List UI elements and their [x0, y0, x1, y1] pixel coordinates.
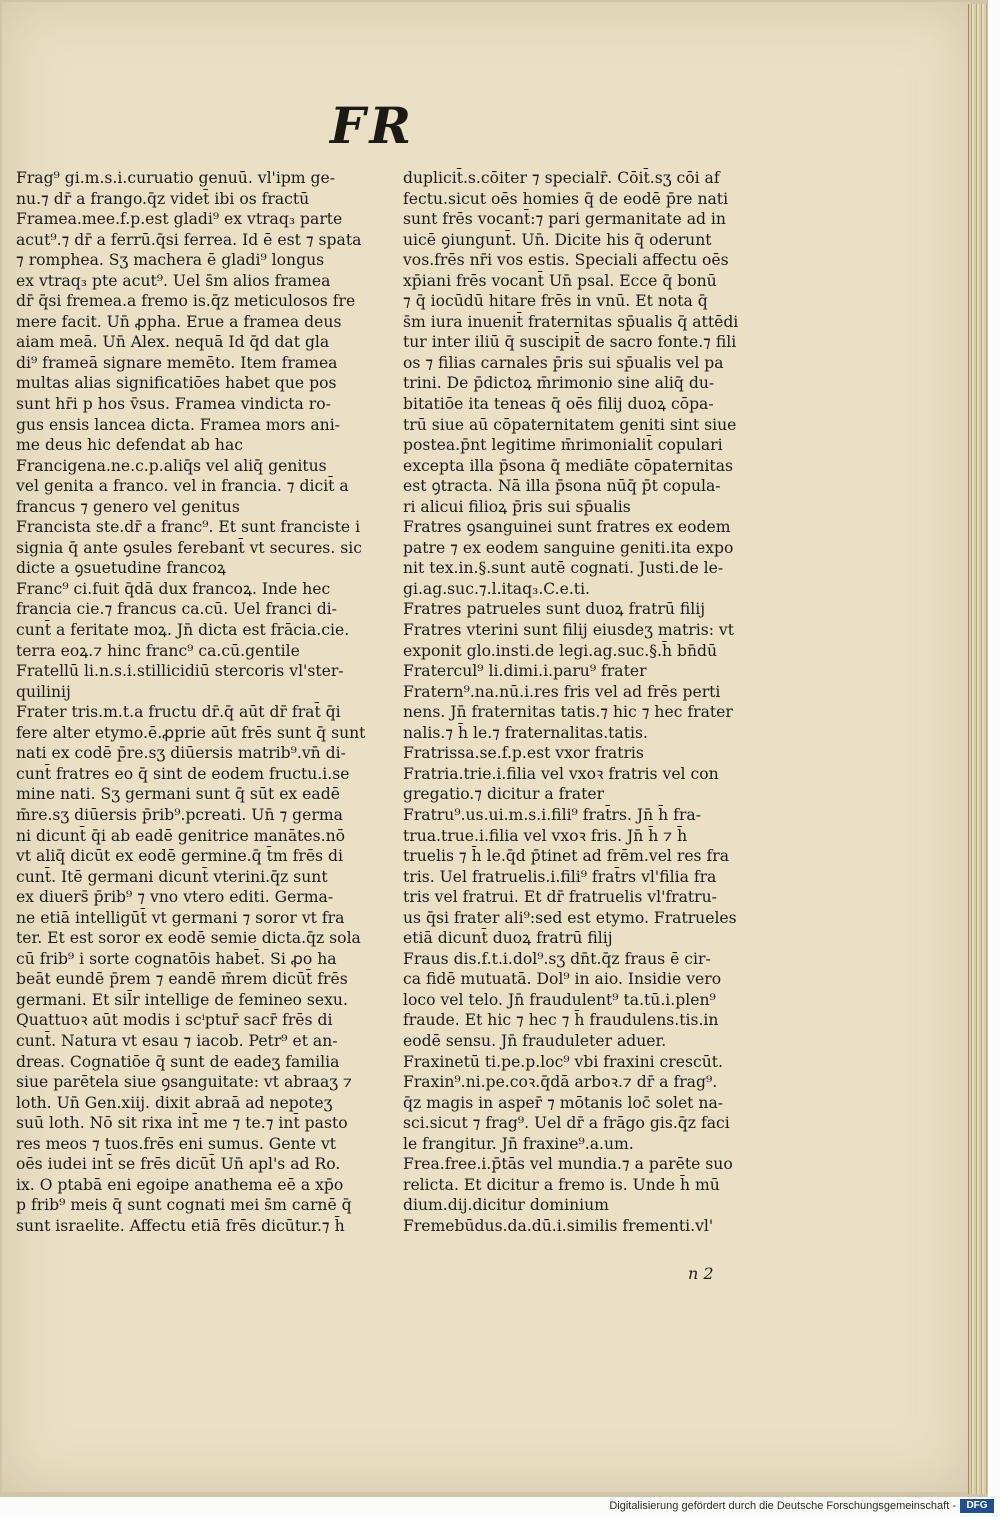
text-line: Fratru⁹.us.ui.m.s.i.fili⁹ frat̄rs. Jn̄ h̄ fra-	[403, 805, 701, 824]
text-line: tur inter iliū q̄ suscipit̄ de sacro fonte.⁊ fili	[403, 333, 737, 352]
text-line: cunt̄. Natura vt esau ⁊ iacob. Petr⁹ et an-	[16, 1031, 338, 1050]
text-line: sunt hr̄i p hos v̄sus. Framea vindicta ro-	[16, 395, 331, 414]
text-line: siue parētela siue ꝯsanguitate: vt abraaʒ ⁊	[16, 1073, 352, 1092]
text-line: truelis ⁊ h̄ le.q̄d p̄tinet ad frēm.vel res fra	[403, 847, 730, 866]
text-line: fectu.sicut oēs homies q̄ de eodē p̄re nati	[403, 189, 729, 208]
text-line: ex diuers̄ p̄rib⁹ ⁊ vno vtero editi. Germa-	[16, 888, 334, 907]
text-line: di⁹ frameā signare memēto. Item framea	[16, 353, 338, 372]
text-line: ter. Et est soror ex eodē semie dicta.q̄z sola	[16, 929, 361, 948]
text-line: nu.⁊ dr̄ a frango.q̄z videt̄ ibi os fractū	[16, 189, 310, 208]
text-line: sunt frēs vocant̄:⁊ pari germanitate ad in	[403, 210, 726, 229]
text-line: Fremebūdus.da.dū.i.similis frementi.vl'	[403, 1216, 714, 1235]
text-line: postea.p̄nt legitime m̄rimonialit̄ copulari	[403, 436, 723, 455]
text-line: trū siue aū cōpaternitatem geniti sint siue	[403, 415, 737, 434]
text-line: francus ⁊ genero vel genitus	[16, 497, 240, 516]
text-line: etiā dicunt̄ duoꝝ fratrū filij	[403, 929, 613, 948]
text-line: Framea.mee.f.p.est gladi⁹ ex vtraq₃ parte	[16, 210, 343, 229]
text-line: Quattuoꝛ aūt modis i scⁱptur̄ sacr̄ frēs di	[16, 1011, 333, 1030]
text-line: trini. De p̄dictoꝝ m̄rimonio sine aliq̄ du-	[403, 374, 715, 393]
text-line: cunt̄ fratres eo q̄ sint de eodem fructu.i.se	[16, 764, 350, 783]
text-line: cū frib⁹ i sorte cognatōis habet̄. Si ꝓo ha	[16, 949, 337, 968]
text-line: exponit glo.insti.de legi.ag.suc.§.h̄ bn̄dū	[403, 641, 718, 660]
text-line: Fratellū li.n.s.i.stillicidiū stercoris vl'ster-	[16, 662, 344, 681]
signature-mark: n 2	[688, 1264, 714, 1283]
text-line: mere facit. Un̄ ꝓpha. Erue a framea deus	[16, 312, 342, 331]
text-line: terra eoꝝ.⁊ hinc franc⁹ ca.cū.gentile	[16, 641, 300, 660]
text-line: Fraus dis.f.t.i.dol⁹.sʒ dn̄t.q̄z fraus ē cir-	[403, 949, 711, 968]
text-line: fere alter etymo.ē.ꝓprie aūt frēs sunt q̄ sunt	[16, 723, 366, 742]
text-line: Franc⁹ ci.fuit q̄dā dux francoꝝ. Inde hec	[16, 579, 331, 598]
text-line: gi.ag.suc.⁊.l.itaq₃.C.e.ti.	[403, 579, 591, 598]
text-line: aiam meā. Un̄ Alex. nequā Id q̄d dat gla	[16, 333, 330, 352]
text-line: cunt̄ a feritate moꝝ. Jn̄ dicta est frācia.cie.	[16, 621, 350, 640]
text-line: ri alicui filioꝝ p̄ris sui sp̄ualis	[403, 497, 631, 516]
text-line: Francista ste.dr̄ a franc⁹. Et sunt franciste i	[16, 518, 361, 537]
text-line: gus ensis lancea dicta. Framea mors ani-	[16, 415, 340, 434]
text-line: oēs iudei int̄ se frēs dicūt̄ Un̄ apl's ad Ro.	[16, 1155, 341, 1174]
text-line: francia cie.⁊ francus ca.cū. Uel franci di-	[16, 600, 337, 619]
text-line: loth. Un̄ Gen.xiij. dixit abraā ad nepoteʒ	[16, 1093, 333, 1112]
text-line: Francigena.ne.c.p.aliq̄s vel aliq̄ genitus	[16, 456, 327, 475]
text-line: sci.sicut ⁊ frag⁹. Uel dr̄ a frāgo gis.q̄z faci	[403, 1114, 730, 1133]
text-line: tris. Uel fratruelis.i.fili⁹ frat̄rs vl'filia fra	[403, 867, 717, 886]
text-line: excepta illa p̄sona q̄ mediāte cōpaternitas	[403, 456, 733, 475]
text-line: dium.dij.dicitur dominium	[403, 1196, 609, 1215]
text-line: Frea.free.i.p̄tās vel mundia.⁊ a parēte suo	[403, 1155, 733, 1174]
text-line: acut⁹.⁊ dr̄ a ferrū.q̄si ferrea. Id ē est ⁊ spata	[16, 230, 362, 249]
text-line: Frag⁹ gi.m.s.i.curuatio genuū. vl'ipm ge-	[16, 169, 336, 187]
text-line: Fraxinetū ti.pe.p.loc⁹ vbi fraxini crescūt.	[403, 1052, 723, 1071]
text-line: ne etiā intelligūt̄ vt germani ⁊ soror vt fra	[16, 908, 345, 927]
text-line: Frater tris.m.t.a fructu dr̄.q̄ aūt dr̄ frat̄ q̄i	[16, 703, 341, 722]
text-line: ⁊ q̄ iocūdū hitare frēs in vnū. Et nota q̄	[403, 292, 708, 311]
text-line: vt aliq̄ dicūt ex eodē germine.q̄ t̄m frēs di	[16, 847, 343, 866]
text-line: nalis.⁊ h̄ le.⁊ fraternalitas.tatis.	[403, 723, 648, 742]
digitization-credit: Digitalisierung gefördert durch die Deutsche Forschungsgemeinschaft -	[609, 1500, 956, 1512]
text-line: Fratern⁹.na.nū.i.res fris vel ad frēs perti	[403, 682, 721, 701]
text-line: Fratrissa.se.f.p.est vxor fratris	[403, 744, 644, 763]
text-line: Fraxin⁹.ni.pe.coꝛ.q̄dā arboꝛ.⁊ dr̄ a frag⁹.	[403, 1073, 718, 1092]
text-line: duplicit̄.s.cōiter ⁊ specialr̄. Cōit̄.sʒ cōi af	[403, 169, 720, 187]
text-line: Fratercul⁹ li.dimi.i.paru⁹ frater	[403, 662, 647, 681]
text-line: eodē sensu. Jn̄ frauduleter aduer.	[403, 1031, 667, 1050]
right-text-column	[403, 168, 768, 1236]
text-line: ex vtraq₃ pte acut⁹. Uel s̄m alios framea	[16, 271, 331, 290]
text-line: nens. Jn̄ fraternitas tatis.⁊ hic ⁊ hec frater	[403, 703, 733, 722]
text-line: m̄re.sʒ diūersis p̄rib⁹.pcreati. Un̄ ⁊ germa	[16, 805, 343, 824]
text-line: vos.frēs nr̄i vos estis. Speciali affectu oēs	[403, 251, 729, 270]
text-line: Fratres patrueles sunt duoꝝ fratrū filij	[403, 600, 706, 619]
text-line: ni dicunt̄ q̄i ab eadē genitrice manātes.nō	[16, 826, 346, 845]
text-line: fraude. Et hic ⁊ hec ⁊ h̄ fraudulens.tis.in	[403, 1011, 719, 1030]
text-line: dreas. Cognatiōe q̄ sunt de eadeʒ familia	[16, 1052, 340, 1071]
text-line: Fratres vterini sunt filij eiusdeʒ matris: vt	[403, 621, 735, 640]
text-line: vel genita a franco. vel in francia. ⁊ dicit̄ a	[16, 477, 349, 496]
text-line: germani. Et sil̄r intellige de femineo sexu.	[16, 990, 348, 1009]
text-line: ix. O ptabā eni egoipe anathema eē a xp̄o	[16, 1175, 344, 1194]
dfg-logo: DFG	[960, 1499, 994, 1513]
text-line: res meos ⁊ tuos.frēs eni sumus. Gente vt	[16, 1134, 337, 1153]
text-line: patre ⁊ ex eodem sanguine geniti.ita expo	[403, 538, 734, 557]
text-line: loco vel telo. Jn̄ fraudulent⁹ ta.tū.i.plen⁹	[403, 990, 716, 1009]
text-line: ⁊ romphea. Sʒ machera ē gladi⁹ longus	[16, 251, 325, 270]
text-line: est ꝯtracta. Nā illa p̄sona nūq̄ p̄t copula-	[403, 477, 721, 496]
text-line: quilinij	[16, 682, 71, 701]
text-line: p frib⁹ meis q̄ sunt cognati mei s̄m carnē q̄	[16, 1196, 352, 1215]
left-text-column	[16, 168, 388, 1236]
text-line: dicte a ꝯsuetudine francoꝝ	[16, 559, 227, 578]
text-line: os ⁊ filias carnales p̄ris sui sp̄ualis vel pa	[403, 353, 724, 372]
text-line: us q̄si frater ali⁹:sed est etymo. Fratrueles	[403, 908, 737, 927]
text-line: s̄m iura inuenit̄ fraternitas sp̄ualis q̄ attēdi	[403, 312, 739, 331]
text-line: signia q̄ ante ꝯsules ferebant̄ vt secures. sic	[16, 538, 362, 557]
text-line: multas alias significatiōes habet que pos	[16, 374, 337, 393]
text-line: tris vel fratrui. Et dr̄ fratruelis vl'fratru-	[403, 888, 717, 907]
text-line: gregatio.⁊ dicitur a frater	[403, 785, 605, 804]
text-line: suū loth. Nō sit rixa int̄ me ⁊ te.⁊ int̄ pasto	[16, 1114, 348, 1133]
text-line: nati ex codē p̄re.sʒ diūersis matrib⁹.vn̄ di-	[16, 744, 346, 763]
text-line: beāt eundē p̄rem ⁊ eandē m̄rem dicūt̄ frēs	[16, 970, 348, 989]
text-line: xp̄iani frēs vocant̄ Un̄ psal. Ecce q̄ bonū	[403, 271, 717, 290]
text-line: relicta. Et dicitur a fremo is. Unde h̄ mū	[403, 1175, 720, 1194]
text-line: Fratres ꝯsanguinei sunt fratres ex eodem	[403, 518, 731, 537]
text-line: cunt̄. Itē germani dicunt̄ vterini.q̄z sunt	[16, 867, 328, 886]
text-line: Fratria.trie.i.filia vel vxoꝛ fratris vel con	[403, 764, 719, 783]
text-line: nit tex.in.§.sunt autē cognati. Justi.de le-	[403, 559, 724, 578]
text-line: me deus hic defendat ab hac	[16, 436, 243, 455]
text-line: le frangitur. Jn̄ fraxine⁹.a.um.	[403, 1134, 634, 1153]
text-line: mine nati. Sʒ germani sunt q̄ sūt ex eadē	[16, 785, 340, 804]
running-head: FR	[330, 96, 416, 155]
text-line: q̄z magis in asper̄ ⁊ mōtanis loc̄ solet na-	[403, 1093, 724, 1112]
text-line: sunt israelite. Affectu etiā frēs dicūtur.⁊ h̄	[16, 1216, 345, 1235]
page-edges	[968, 4, 987, 1494]
text-line: ca fidē mutuatā. Dol⁹ in aio. Insidie vero	[403, 970, 722, 989]
text-line: uicē ꝯiungunt̄. Un̄. Dicite his q̄ oderunt	[403, 230, 712, 249]
text-line: bitatiōe ita teneas q̄ oēs filij duoꝝ cōpa-	[403, 395, 714, 414]
text-line: dr̄ q̄si fremea.a fremo is.q̄z meticulosos fre	[16, 292, 356, 311]
text-line: trua.true.i.filia vel vxoꝛ fris. Jn̄ h̄ ⁊ h̄	[403, 826, 688, 845]
